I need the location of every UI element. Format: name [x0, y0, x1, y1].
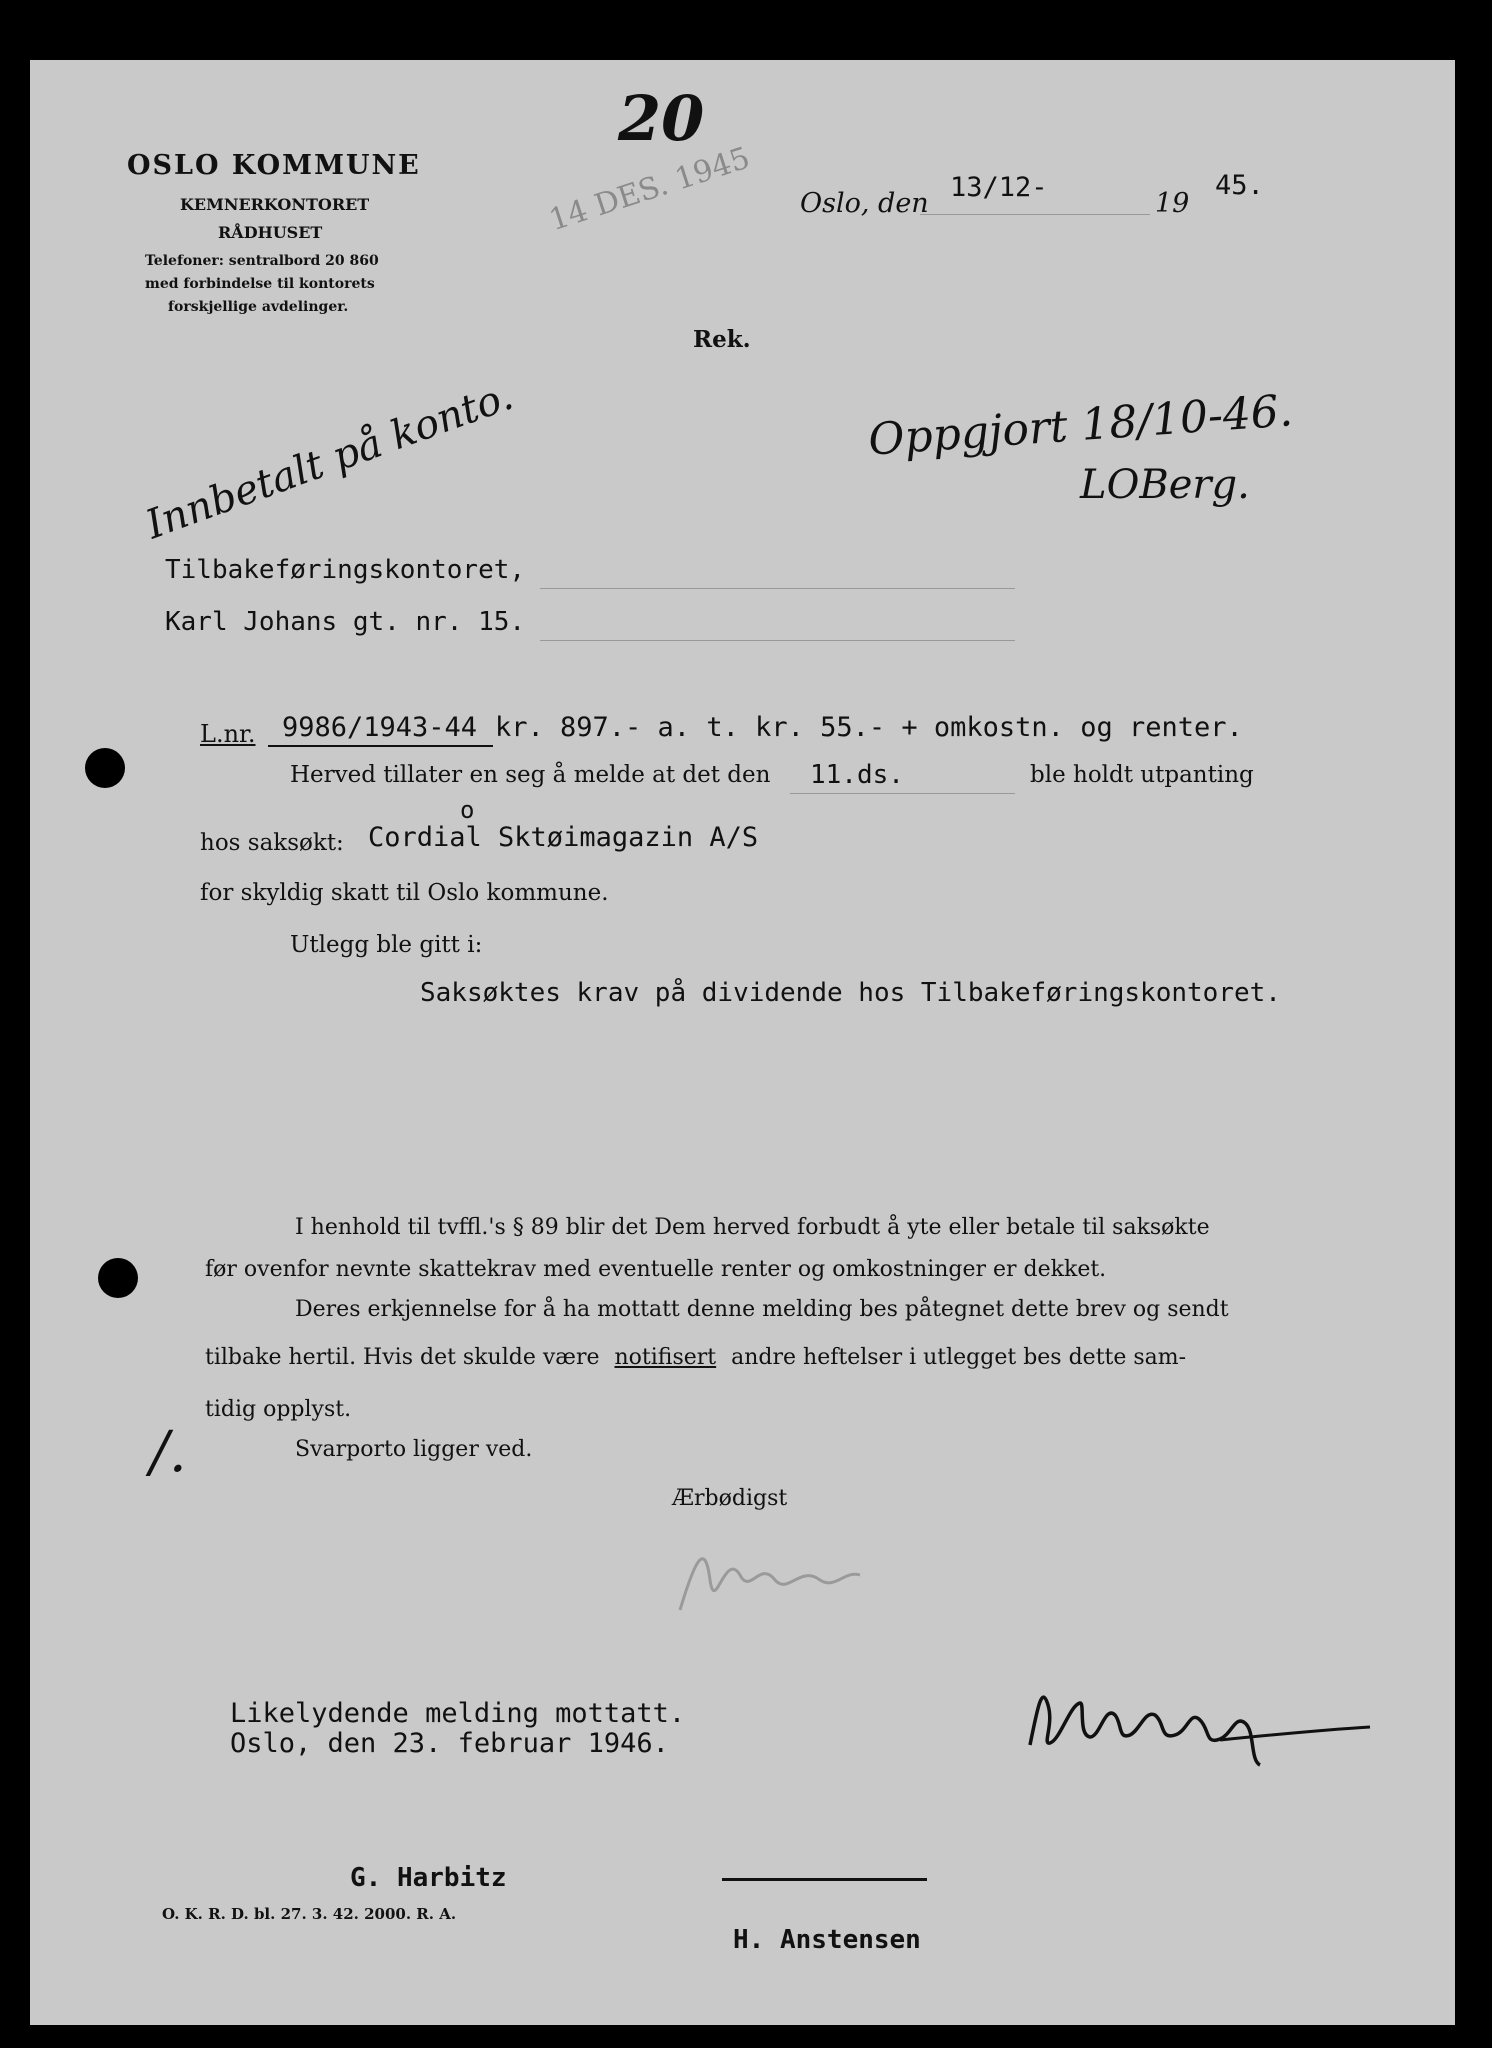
handwritten-page-number: 20 [618, 82, 705, 155]
faint-signature [670, 1520, 870, 1630]
dateline-date: 13/12- [950, 172, 1048, 203]
punch-hole-bottom [98, 1258, 138, 1298]
paragraph-2-line-1: Deres erkjennelse for å ha mottatt denne melding bes påtegnet dette brev og sendt [295, 1297, 1229, 1322]
recipient-line-1: Tilbakeføringskontoret, [165, 555, 526, 585]
handwritten-settled-initials: LOBerg. [1080, 462, 1250, 508]
letterhead-phone-1: Telefoner: sentralbord 20 860 [145, 253, 379, 269]
letterhead-building: RÅDHUSET [218, 223, 323, 242]
letterhead-phone-2: med forbindelse til kontorets [145, 276, 375, 292]
letterhead-org: OSLO KOMMUNE [127, 150, 421, 181]
herved-date: 11.ds. [810, 760, 904, 790]
debtor-name: Cordial Sktøimagazin A/S [368, 822, 759, 853]
receipt-line-2: Oslo, den 23. februar 1946. [230, 1728, 669, 1759]
registered-mail-label: Rek. [693, 326, 751, 353]
letterhead-dept: KEMNERKONTORET [180, 195, 370, 214]
paragraph-2-line-3: tidig opplyst. [205, 1397, 352, 1422]
lnr-label: L.nr. [200, 720, 256, 748]
dateline-year-prefix: 19 [1155, 188, 1190, 219]
margin-scribble [75, 780, 155, 870]
herved-text: Herved tillater en seg å melde at det den [290, 762, 771, 788]
signatory-left: G. Harbitz [350, 1863, 507, 1893]
paragraph-2-line-2 [205, 1345, 1186, 1370]
dateline-prefix: Oslo, den [800, 188, 929, 219]
herved-post-text: ble holdt utpanting [1030, 762, 1254, 788]
debtor-name-diacritic: o [460, 796, 475, 824]
debtor-label: hos saksøkt: [200, 830, 344, 856]
return-postage-note: Svarporto ligger ved. [295, 1437, 533, 1462]
lnr-amount: kr. 897.- a. t. kr. 55.- + omkostn. og renter. [495, 712, 1243, 743]
signatory-right: H. Anstensen [733, 1925, 921, 1955]
paragraph-2-line-2-start: tilbake hertil. Hvis det skulde være [205, 1345, 600, 1370]
paragraph-2-line-2-end: andre heftelser i utlegget bes dette sam- [731, 1345, 1187, 1370]
receipt-line-1: Likelydende melding mottatt. [230, 1698, 686, 1729]
received-date-stamp: 14 DES. 1945 [545, 140, 755, 239]
handwritten-margin-note: Innbetalt på konto. [140, 372, 519, 549]
tax-purpose: for skyldig skatt til Oslo kommune. [200, 880, 609, 906]
handwritten-settled-note: Oppgjort 18/10-46. [866, 385, 1295, 466]
lnr-number: 9986/1943-44 [282, 712, 478, 743]
handwritten-signature [1020, 1665, 1380, 1775]
margin-check-mark: /. [150, 1420, 187, 1485]
dateline-year-suffix: 45. [1215, 170, 1264, 201]
paragraph-1-line-2: før ovenfor nevnte skattekrav med eventuelle renter og omkostninger er dekket. [205, 1257, 1107, 1282]
closing-salutation: Ærbødigst [672, 1486, 788, 1511]
seizure-label: Utlegg ble gitt i: [290, 932, 483, 958]
letterhead-phone-3: forskjellige avdelinger. [168, 299, 349, 315]
recipient-line-2: Karl Johans gt. nr. 15. [165, 607, 526, 637]
seizure-object: Saksøktes krav på dividende hos Tilbakeføringskontoret. [420, 978, 1281, 1008]
paragraph-1-line-1: I henhold til tvffl.'s § 89 blir det Dem herved forbudt å yte eller betale til saksøkte [295, 1215, 1210, 1240]
notifisert-word: notifisert [614, 1345, 717, 1370]
form-code: O. K. R. D. bl. 27. 3. 42. 2000. R. A. [162, 1905, 457, 1923]
